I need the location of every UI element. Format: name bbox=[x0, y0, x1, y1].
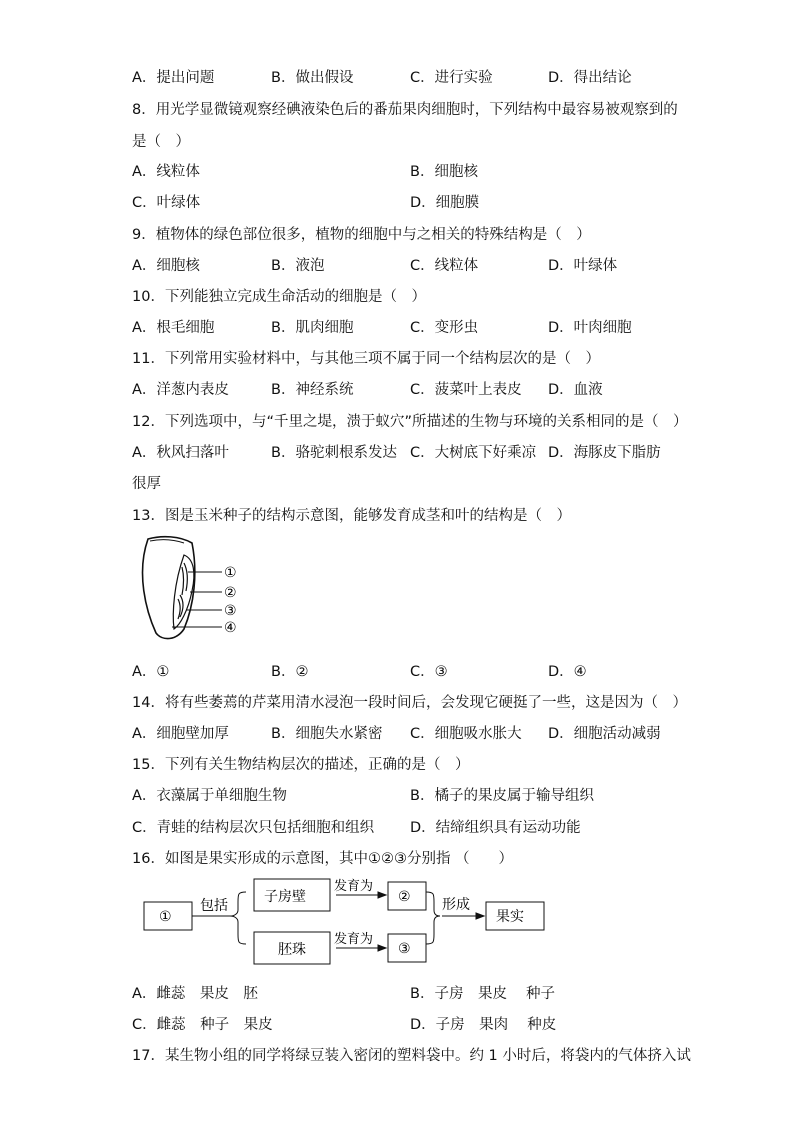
q12-option-b: B．骆驼刺根系发达 bbox=[271, 445, 397, 461]
q16-option-d: D．子房 果肉 种皮 bbox=[410, 1017, 557, 1033]
figure-label-1: ① bbox=[224, 565, 237, 581]
diagram-box-2-label: ② bbox=[398, 889, 411, 905]
q13-option-d: D．④ bbox=[548, 664, 587, 680]
q11-option-c: C．菠菜叶上表皮 bbox=[410, 382, 522, 398]
figure-label-4: ④ bbox=[224, 620, 237, 636]
q15-option-b: B．橘子的果皮属于输导组织 bbox=[410, 788, 594, 804]
q11-option-a: A．洋葱内表皮 bbox=[132, 382, 229, 398]
arrow-1-head bbox=[378, 892, 386, 898]
q12-option-c: C．大树底下好乘凉 bbox=[410, 445, 537, 461]
q11-option-d: D．血液 bbox=[548, 382, 603, 398]
q8-option-a: A．线粒体 bbox=[132, 164, 200, 180]
q8-stem-line2: 是（ ） bbox=[132, 134, 190, 150]
diagram-fruit-label: 果实 bbox=[496, 909, 524, 925]
q13-option-c: C．③ bbox=[410, 664, 448, 680]
q14-option-d: D．细胞活动减弱 bbox=[548, 726, 661, 742]
q7-option-a: A．提出问题 bbox=[132, 70, 215, 86]
q11-option-b: B．神经系统 bbox=[271, 382, 354, 398]
q10-option-a: A．根毛细胞 bbox=[132, 320, 215, 336]
diagram-form-label: 形成 bbox=[442, 897, 470, 913]
q16-option-b: B．子房 果皮 种子 bbox=[410, 986, 556, 1002]
q9-option-b: B．液泡 bbox=[271, 258, 325, 274]
arrow-3-head bbox=[476, 913, 484, 919]
diagram-box-3-label: ③ bbox=[398, 941, 411, 957]
q14-option-a: A．细胞壁加厚 bbox=[132, 726, 229, 742]
diagram-develop1-label: 发育为 bbox=[334, 879, 374, 894]
q8-option-c: C．叶绿体 bbox=[132, 195, 201, 211]
q12-stem: 12．下列选项中，与“千里之堤，溃于蚁穴”所描述的生物与环境的关系相同的是（ ） bbox=[132, 414, 688, 430]
q15-option-c: C．青蛙的结构层次只包括细胞和组织 bbox=[132, 820, 375, 836]
q15-option-a: A．衣藻属于单细胞生物 bbox=[132, 788, 287, 804]
corn-leader-lines bbox=[172, 572, 222, 627]
q9-option-d: D．叶绿体 bbox=[548, 258, 618, 274]
right-brace bbox=[426, 892, 440, 944]
diagram-ovary-wall-label: 子房壁 bbox=[264, 889, 306, 905]
q10-option-c: C．变形虫 bbox=[410, 320, 479, 336]
q8-option-d: D．细胞膜 bbox=[410, 195, 480, 211]
q10-option-b: B．肌肉细胞 bbox=[271, 320, 354, 336]
arrow-2-head bbox=[378, 945, 386, 951]
q10-option-d: D．叶肉细胞 bbox=[548, 320, 632, 336]
q8-option-b: B．细胞核 bbox=[410, 164, 478, 180]
q8-stem-line1: 8．用光学显微镜观察经碘液染色后的番茄果肉细胞时，下列结构中最容易被观察到的 bbox=[132, 102, 678, 118]
figure-label-2: ② bbox=[224, 585, 237, 601]
q13-option-a: A．① bbox=[132, 664, 170, 680]
diagram-develop2-label: 发育为 bbox=[334, 932, 374, 947]
diagram-box-1-label: ① bbox=[159, 909, 172, 925]
q15-stem: 15．下列有关生物结构层次的描述，正确的是（ ） bbox=[132, 757, 470, 773]
q12-option-a: A．秋风扫落叶 bbox=[132, 445, 229, 461]
q14-option-b: B．细胞失水紧密 bbox=[271, 726, 383, 742]
q13-option-b: B．② bbox=[271, 664, 309, 680]
q7-option-d: D．得出结论 bbox=[548, 70, 632, 86]
figure-label-3: ③ bbox=[224, 603, 237, 619]
q7-option-c: C．进行实验 bbox=[410, 70, 493, 86]
q17-stem: 17．某生物小组的同学将绿豆装入密闭的塑料袋中。约 1 小时后，将袋内的气体挤入试 bbox=[132, 1048, 691, 1064]
q16-option-a: A．雌蕊 果皮 胚 bbox=[132, 986, 258, 1002]
diagram-ovule-label: 胚珠 bbox=[278, 942, 306, 958]
q12-option-d-continued: 很厚 bbox=[132, 476, 161, 492]
q12-option-d: D．海豚皮下脂肪 bbox=[548, 445, 661, 461]
q10-stem: 10．下列能独立完成生命活动的细胞是（ ） bbox=[132, 289, 426, 305]
q14-option-c: C．细胞吸水胀大 bbox=[410, 726, 522, 742]
left-brace bbox=[230, 892, 246, 944]
fruit-formation-diagram bbox=[140, 872, 560, 972]
diagram-include-label: 包括 bbox=[200, 898, 228, 914]
corn-seed-figure bbox=[132, 533, 262, 645]
q15-option-d: D．结缔组织具有运动功能 bbox=[410, 820, 581, 836]
q11-stem: 11．下列常用实验材料中，与其他三项不属于同一个结构层次的是（ ） bbox=[132, 351, 600, 367]
q7-option-b: B．做出假设 bbox=[271, 70, 354, 86]
q9-option-c: C．线粒体 bbox=[410, 258, 479, 274]
q16-stem: 16．如图是果实形成的示意图，其中①②③分别指 （ ） bbox=[132, 851, 514, 867]
q16-option-c: C．雌蕊 种子 果皮 bbox=[132, 1017, 273, 1033]
q9-option-a: A．细胞核 bbox=[132, 258, 200, 274]
q13-stem: 13．图是玉米种子的结构示意图，能够发育成茎和叶的结构是（ ） bbox=[132, 508, 571, 524]
q14-stem: 14．将有些萎蔫的芹菜用清水浸泡一段时间后，会发现它硬挺了一些，这是因为（ ） bbox=[132, 695, 687, 711]
q9-stem: 9．植物体的绿色部位很多，植物的细胞中与之相关的特殊结构是（ ） bbox=[132, 227, 591, 243]
